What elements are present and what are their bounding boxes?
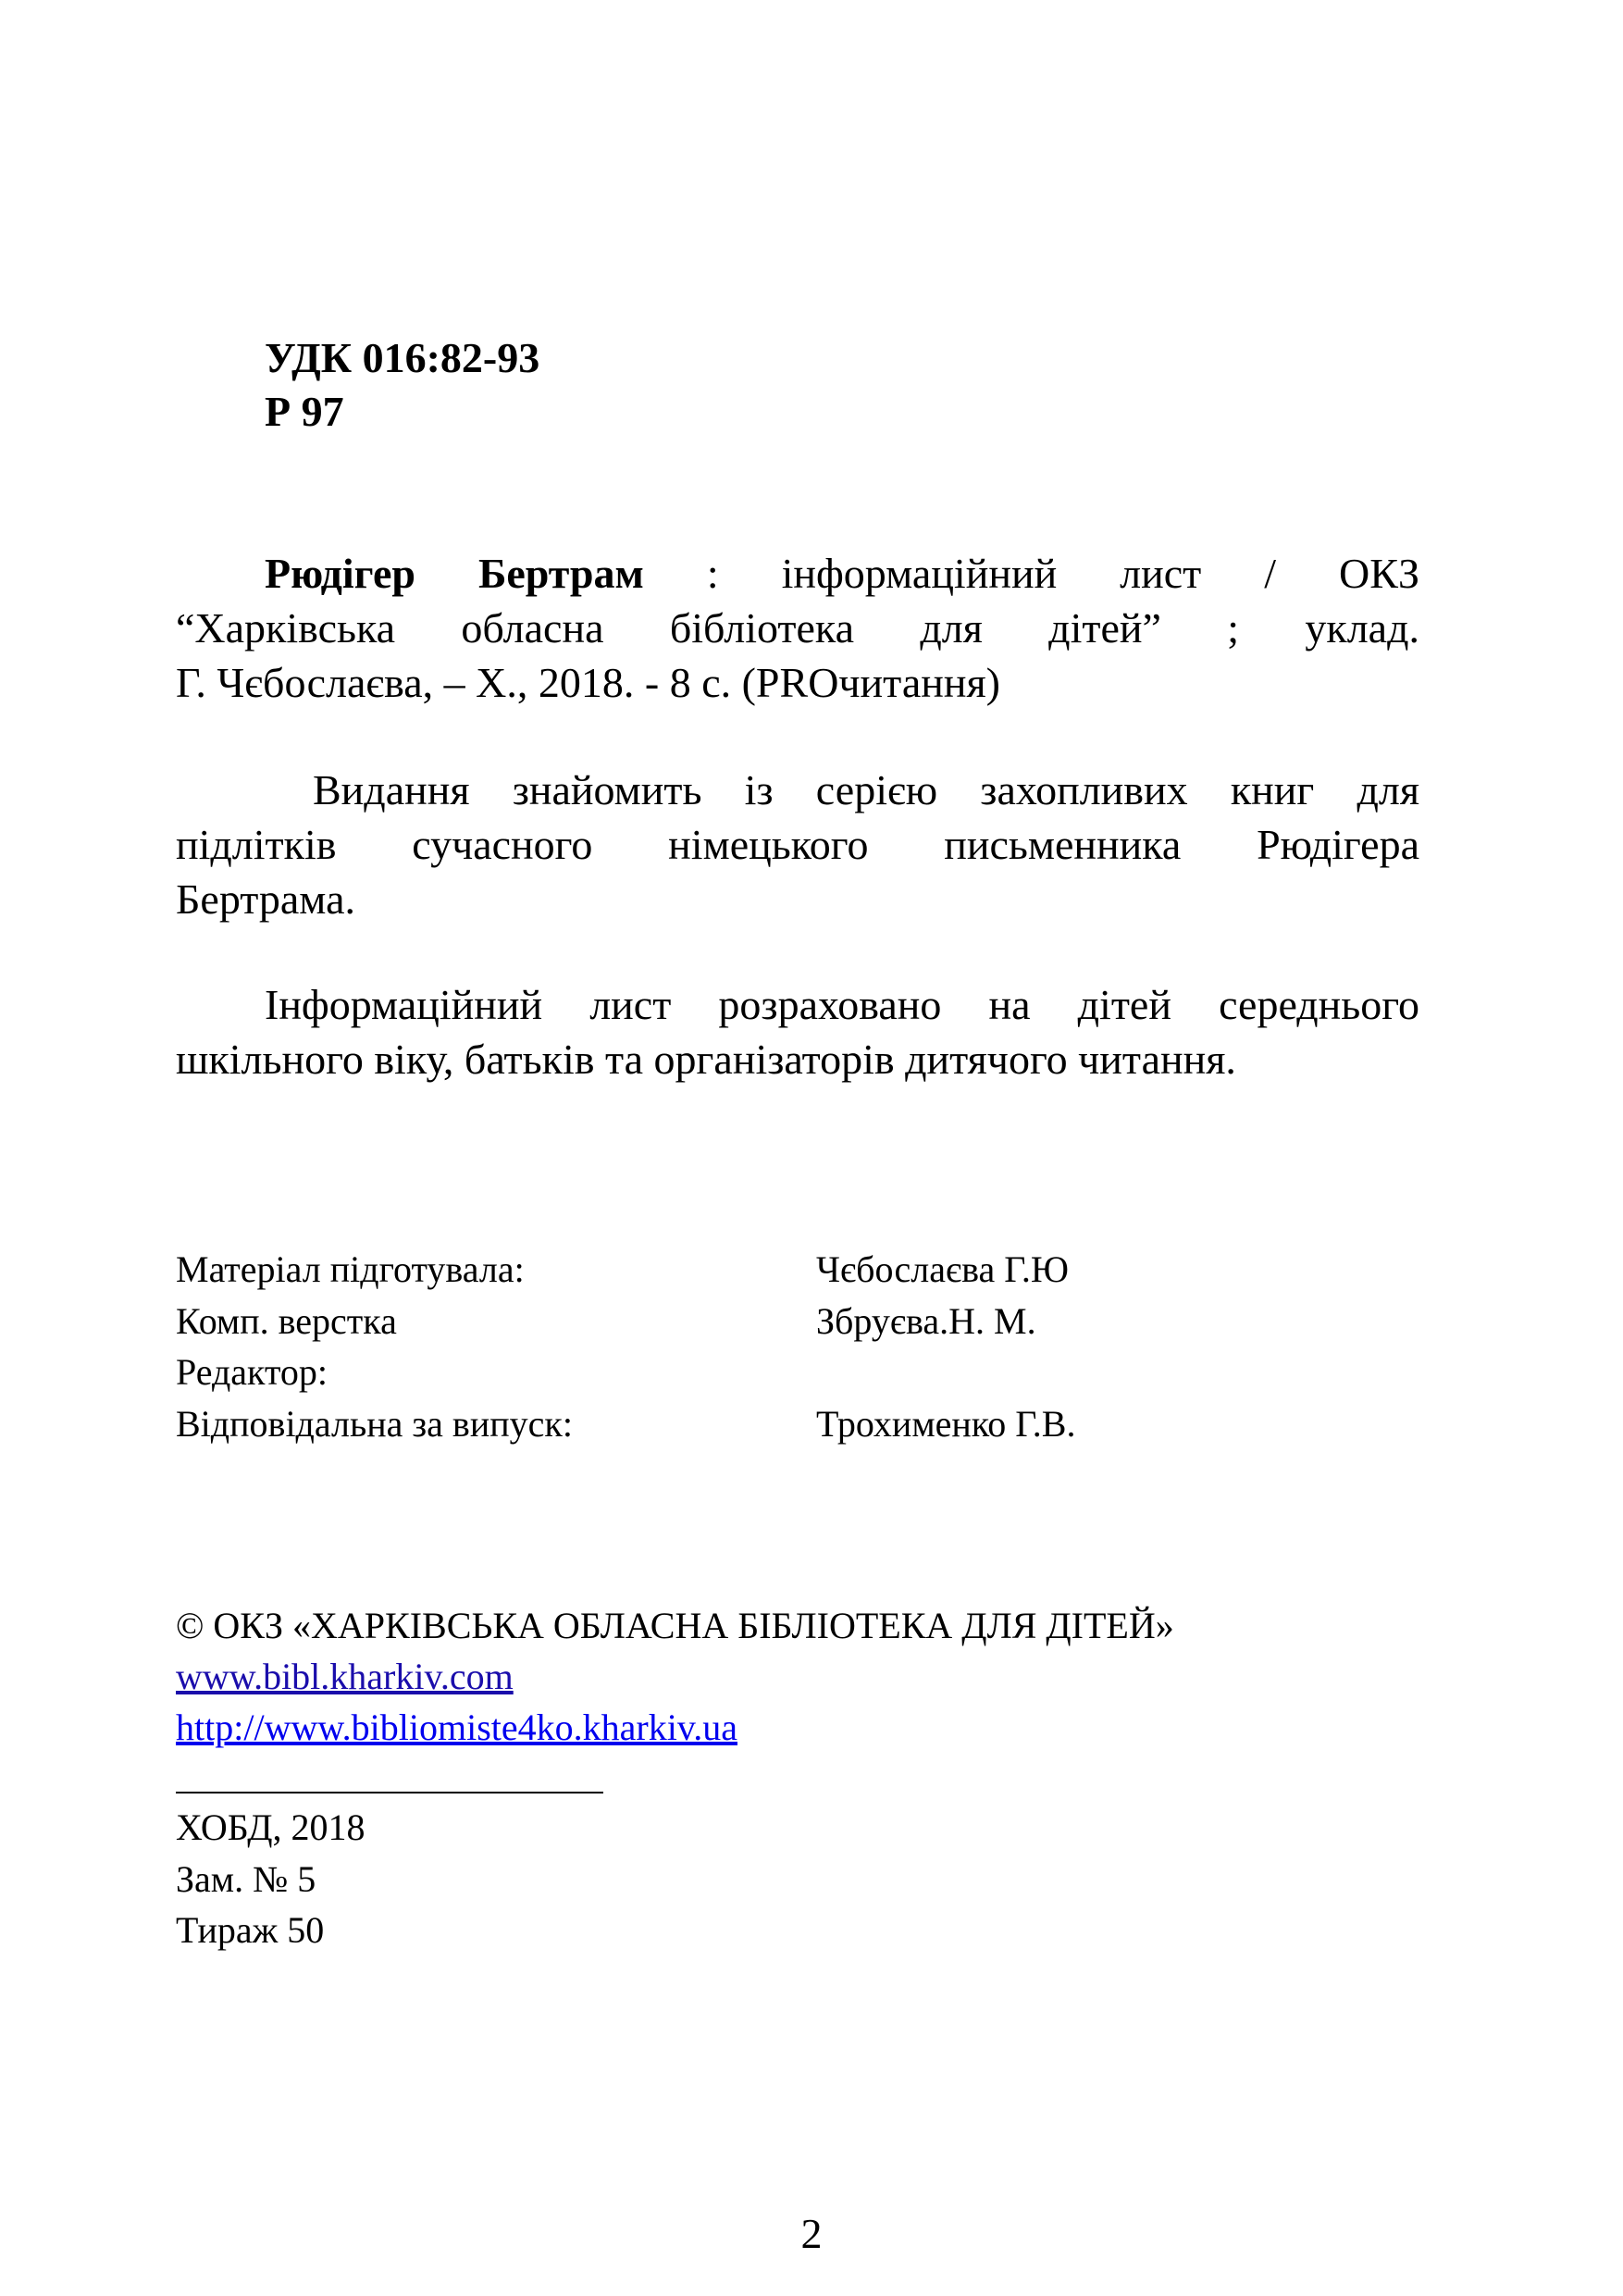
credit-role-1: Матеріал підготувала: — [176, 1248, 525, 1290]
bib-line-3: Г. Чєбослаєва, – Х., 2018. - 8 с. (PROчитання) — [176, 659, 1000, 706]
credit-name-2: Збруєва.Н. М. — [816, 1300, 1036, 1342]
publisher-line: ХОБД, 2018 — [176, 1806, 365, 1848]
copyright-line: © ОКЗ «ХАРКІВСЬКА ОБЛАСНА БІБЛІОТЕКА ДЛЯ ДІТЕЙ» — [176, 1605, 1174, 1646]
audience-paragraph — [176, 977, 1419, 1086]
page-number: 2 — [800, 2210, 823, 2257]
divider-rule — [176, 1792, 603, 1793]
annotation-line-3: Бертрама. — [176, 875, 356, 923]
website-link-1[interactable]: www.bibl.kharkiv.com — [176, 1656, 514, 1697]
audience-line-2: шкільного віку, батьків та організаторів дитячого читання. — [176, 1036, 1236, 1083]
credit-name-4: Трохименко Г.В. — [816, 1403, 1076, 1445]
credit-role-4: Відповідальна за випуск: — [176, 1403, 573, 1445]
annotation-line-2: підлітків сучасного німецького письменника Рюдігера — [176, 821, 1419, 868]
bib-line-1-rest: : інформаційний лист / ОКЗ — [643, 550, 1419, 597]
udk-index: Р 97 — [265, 388, 344, 435]
audience-line-1: Інформаційний лист розраховано на дітей середнього — [265, 981, 1419, 1028]
bibliographic-record — [176, 546, 1419, 710]
order-number: Зам. № 5 — [176, 1858, 316, 1900]
udk-code: УДК 016:82-93 — [265, 334, 540, 381]
print-run: Тираж 50 — [176, 1909, 325, 1951]
annotation-paragraph — [176, 763, 1419, 926]
author-name: Рюдігер Бертрам — [265, 550, 644, 597]
bib-line-1 — [176, 546, 1419, 601]
bib-line-2: “Харківська обласна бібліотека для дітей” ; уклад. — [176, 604, 1419, 652]
website-link-2[interactable]: http://www.bibliomiste4ko.kharkiv.ua — [176, 1706, 737, 1748]
credit-role-2: Комп. верстка — [176, 1300, 397, 1342]
credit-name-1: Чєбослаєва Г.Ю — [816, 1248, 1069, 1290]
credit-role-3: Редактор: — [176, 1351, 328, 1393]
annotation-line-1: Видання знайомить із серією захопливих книг для — [313, 766, 1419, 813]
